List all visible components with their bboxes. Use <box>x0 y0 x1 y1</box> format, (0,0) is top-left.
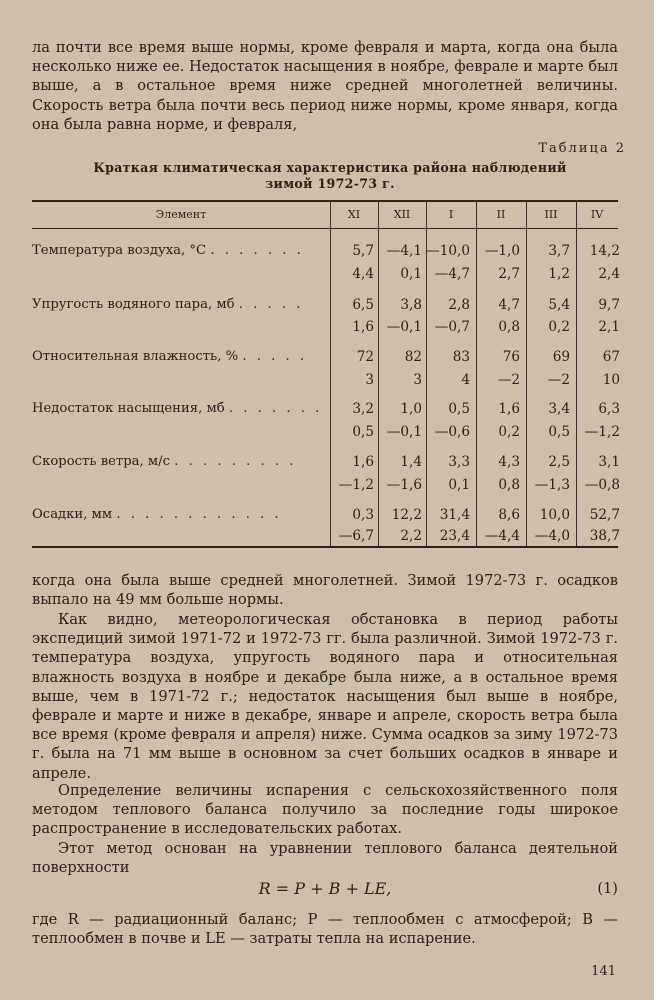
table-row-label: Упругость водяного пара, мб . . . . . <box>32 297 304 312</box>
table-cell: 4,7 <box>498 297 520 313</box>
page-number: 141 <box>591 964 616 979</box>
table-cell: —2 <box>497 372 520 388</box>
table-cell: 1,6 <box>352 454 374 470</box>
table-cell: —0,8 <box>584 477 620 493</box>
table-title-line2: зимой 1972-73 г. <box>265 176 395 191</box>
table-cell: 4,3 <box>498 454 520 470</box>
table-row-label: Скорость ветра, м/с . . . . . . . . . <box>32 454 297 469</box>
table-cell: 2,1 <box>598 319 620 335</box>
table-cell: —1,2 <box>584 424 620 440</box>
table-cell: 0,8 <box>498 319 520 335</box>
table-cell: 12,2 <box>391 507 422 523</box>
table-cell: 0,2 <box>498 424 520 440</box>
table-cell: 0,5 <box>352 424 374 440</box>
table-header-month: XII <box>393 208 411 221</box>
table-cell: 76 <box>502 349 520 365</box>
table-cell: 6,5 <box>352 297 374 313</box>
table-header-month: II <box>496 208 506 221</box>
paragraph-5: где R — радиационный баланс; P — теплообмен с атмосферой; B — теплообмен в почве и LE — затраты тепла на испарение. <box>32 911 618 948</box>
table-cell: 2,5 <box>548 454 570 470</box>
table-cell: 1,6 <box>498 401 520 417</box>
table-cell: 38,7 <box>589 528 620 544</box>
table-cell: 4 <box>461 372 470 388</box>
table-cell: 10 <box>602 372 620 388</box>
table-cell: 72 <box>356 349 374 365</box>
table-cell: —1,3 <box>534 477 570 493</box>
table-cell: 2,4 <box>598 266 620 282</box>
table-caption: Таблица 2 <box>538 141 626 156</box>
table-cell: 5,7 <box>352 243 374 259</box>
paragraph-1: когда она была выше средней многолетней. Зимой 1972-73 г. осадков выпало на 49 мм больше нормы. <box>32 572 618 609</box>
table-cell: —2 <box>547 372 570 388</box>
table-row-label: Относительная влажность, % . . . . . <box>32 349 308 364</box>
table-cell: 3 <box>365 372 374 388</box>
table-cell: 4,4 <box>352 266 374 282</box>
table-cell: 3,4 <box>548 401 570 417</box>
table-cell: 1,4 <box>400 454 422 470</box>
table-cell: —1,6 <box>386 477 422 493</box>
paragraph-top: ла почти все время выше нормы, кроме февраля и марта, когда она была несколько ниже ее. Недостаток насыщения в ноябре, феврале и марте был выше, а в остальное время ниже средней многолетней величины. Скорость ветра была почти весь период ниже нормы, кроме января, когда она была равна норме, и февраля, <box>32 39 618 133</box>
table-cell: 1,2 <box>548 266 570 282</box>
table-cell: 2,2 <box>400 528 422 544</box>
table-cell: 52,7 <box>589 507 620 523</box>
equation: R = P + B + LE, <box>258 879 392 898</box>
equation-number: (1) <box>597 880 618 897</box>
table-cell: 31,4 <box>439 507 470 523</box>
table-cell: 2,7 <box>498 266 520 282</box>
table-header-month: I <box>448 208 454 221</box>
table-cell: 0,5 <box>548 424 570 440</box>
table-cell: 23,4 <box>439 528 470 544</box>
table-cell: 3,2 <box>352 401 374 417</box>
table-cell: 0,3 <box>352 507 374 523</box>
paragraph-3: Определение величины испарения с сельскохозяйственного поля методом теплового баланса получило за последние годы широкое распространение в исследовательских работах. <box>32 782 618 838</box>
table-header-month: III <box>544 208 558 221</box>
table-cell: 83 <box>452 349 470 365</box>
table-cell: 0,1 <box>448 477 470 493</box>
table-cell: —4,1 <box>386 243 422 259</box>
table-cell: 8,6 <box>498 507 520 523</box>
table-cell: 1,6 <box>352 319 374 335</box>
table-header-month: XI <box>347 208 361 221</box>
table-cell: 3,7 <box>548 243 570 259</box>
table-cell: 0,8 <box>498 477 520 493</box>
table-cell: —1,2 <box>338 477 374 493</box>
table-cell: 0,5 <box>448 401 470 417</box>
table-cell: —6,7 <box>338 528 374 544</box>
table-row-label: Осадки, мм . . . . . . . . . . . . <box>32 507 282 522</box>
table-cell: 6,3 <box>598 401 620 417</box>
table-cell: —0,1 <box>386 319 422 335</box>
table-header-element: Элемент <box>155 208 207 221</box>
paragraph-4: Этот метод основан на уравнении теплового баланса деятельной поверхности <box>32 840 618 877</box>
table-cell: 2,8 <box>448 297 470 313</box>
table-cell: 67 <box>602 349 620 365</box>
table-cell: 0,1 <box>400 266 422 282</box>
table-title-line1: Краткая климатическая характеристика района наблюдений <box>93 160 567 175</box>
table-cell: 3,8 <box>400 297 422 313</box>
table-cell: —0,7 <box>434 319 470 335</box>
table-cell: 9,7 <box>598 297 620 313</box>
table-cell: 69 <box>552 349 570 365</box>
table-cell: 1,0 <box>400 401 422 417</box>
table-cell: 3 <box>413 372 422 388</box>
table-cell: 3,1 <box>598 454 620 470</box>
table-cell: 82 <box>404 349 422 365</box>
table-row-label: Температура воздуха, °С . . . . . . . <box>32 243 304 258</box>
table-cell: —4,0 <box>534 528 570 544</box>
table-cell: —0,1 <box>386 424 422 440</box>
table-cell: 10,0 <box>539 507 570 523</box>
table-cell: 0,2 <box>548 319 570 335</box>
table-header-month: IV <box>590 208 604 221</box>
table-cell: 3,3 <box>448 454 470 470</box>
table-cell: 5,4 <box>548 297 570 313</box>
table-bottom-rule <box>32 546 618 548</box>
table-cell: —0,6 <box>434 424 470 440</box>
table-row-label: Недостаток насыщения, мб . . . . . . . <box>32 401 323 416</box>
table-cell: —10,0 <box>426 243 470 259</box>
table-cell: 14,2 <box>589 243 620 259</box>
paragraph-2: Как видно, метеорологическая обстановка в период работы экспедиций зимой 1971-72 и 1972-73 гг. была различной. Зимой 1972-73 г. температура воздуха, упругость водяного пара и относительная влажность воздуха в ноябре и декабре была ниже, а в остальное время выше, чем в 1971-72 г.; недостаток насыщения был выше в ноябре, феврале и марте и ниже в декабре, январе и апреле, скорость ветра была все время (кроме февраля и апреля) ниже. Сумма осадков за зиму 1972-73 г. была на 71 мм выше в основном за счет больших осадков в январе и апреле. <box>32 611 618 782</box>
table-cell: —4,7 <box>434 266 470 282</box>
table-title <box>80 160 580 192</box>
table-cell: —4,4 <box>484 528 520 544</box>
table-cell: —1,0 <box>484 243 520 259</box>
table-top-rule <box>32 200 618 202</box>
table-header-rule <box>32 228 618 229</box>
